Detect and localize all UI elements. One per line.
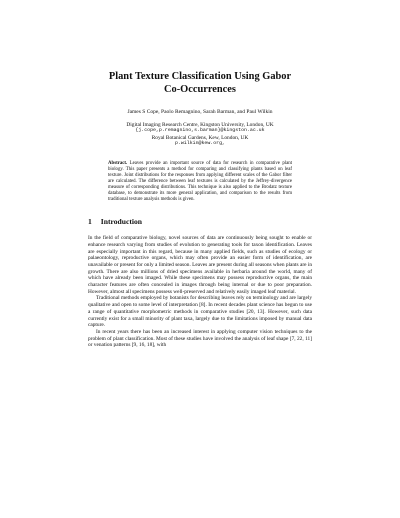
paper-title bbox=[88, 70, 312, 96]
affiliations bbox=[88, 122, 312, 148]
paragraph-3: In recent years there has been an increased interest in applying computer vision techniques to the problem of plant classification. Most of these studies have involved the analysis of leaf shape [7, 22, 11] or venation patterns [9, 16, 18], with bbox=[88, 328, 312, 349]
section-number: 1 bbox=[88, 217, 92, 227]
abstract-label: Abstract. bbox=[108, 160, 128, 166]
abstract bbox=[108, 161, 292, 204]
email-kew: p.wilkin@kew.org, bbox=[175, 141, 225, 147]
abstract-text: Leaves provide an important source of data for research in comparative plant biology. This paper presents a method for comparing and classifying plants based on leaf texture. Joint distributions for the responses from applying different scales of the Gabor filter are calculated. The difference between leaf textures is calculated by the Jeffrey-divergence measure of corresponding distributions. This technique is also applied to the Brodatz texture database, to demonstrate its more general application, and comparison to the results from traditional texture analysis methods is given. bbox=[108, 160, 293, 203]
affiliation-kingston: Digital Imaging Research Centre, Kingston University, London, UK bbox=[126, 122, 274, 128]
section-title: Introduction bbox=[100, 217, 143, 227]
affiliation-kew: Royal Botanical Gardens, Kew, London, UK bbox=[151, 134, 249, 141]
author-list: James S Cope, Paolo Remagnino, Sarah Barman, and Paul Wilkin bbox=[127, 109, 273, 115]
paragraph-2: Traditional methods employed by botanists for describing leaves rely on terminology and are largely qualitative and open to some level of interpretation [8]. In recent decades plant science has begun to use a range of quantitative morphometric methods in comparative studies [20, 13]. However, such data currently exist for a small minority of plant taxa, largely due to the limitations imposed by manual data capture. bbox=[88, 295, 312, 329]
title-line-1: Plant Texture Classification Using Gabor bbox=[108, 71, 292, 82]
section-heading-introduction bbox=[88, 217, 312, 226]
title-line-2: Co-Occurrences bbox=[164, 84, 236, 95]
paragraph-1: In the field of comparative biology, novel sources of data are continuously being sought to enable or enhance research varying from studies of evolution to generating tools for taxon identification. Leaves are especially important in this regard, because in many applied fields, such as studies of ecology or palaeontology, reproductive organs, which may often provide an easier form of identification, are unavailable or present for only a limited season. Leaves are present during all seasons when plants are in growth. There are also millions of dried specimens available in herbaria around the world, many of which have already been imaged. While these specimens may possess reproductive organs, the main character features are often concealed in images through being internal or due to poor preparation. However, almost all specimens possess well-preserved and relatively easily imaged leaf material. bbox=[88, 235, 312, 295]
introduction-body bbox=[88, 235, 312, 349]
email-kingston: {j.cope,p.remagnino,s.barman}@kingston.ac.uk bbox=[135, 128, 265, 134]
